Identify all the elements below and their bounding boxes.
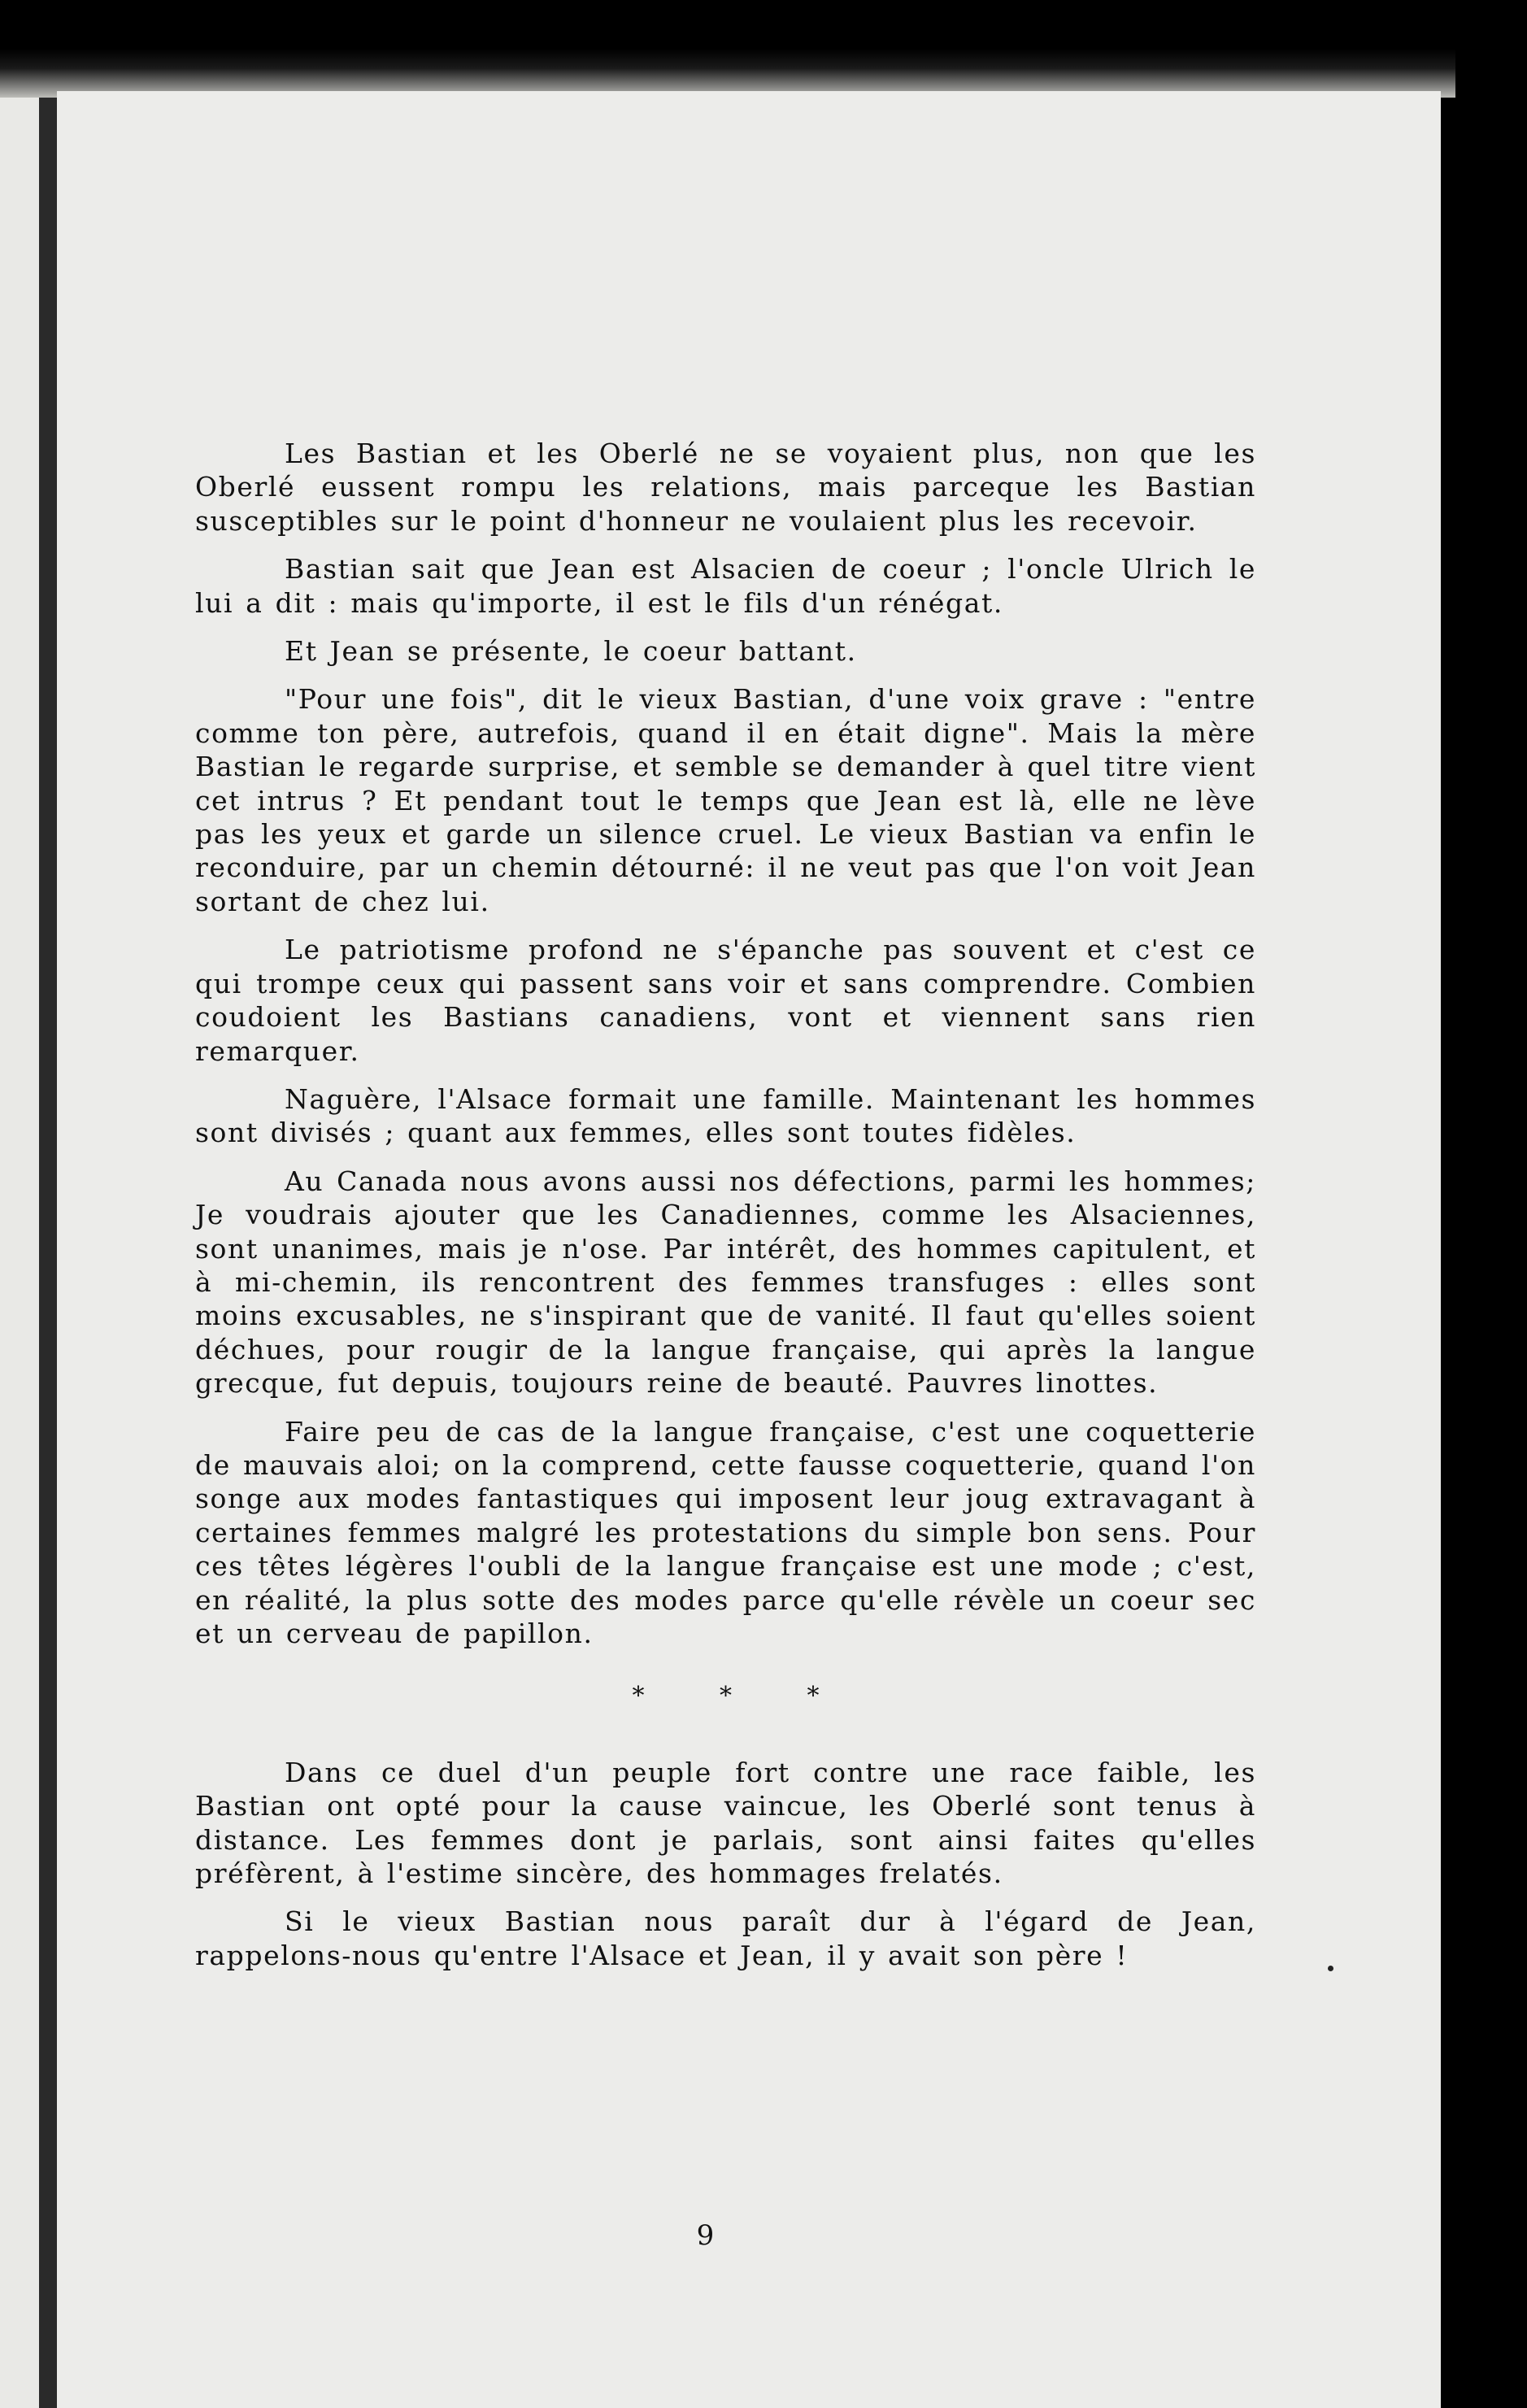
facing-page-edge (0, 98, 39, 2408)
scan-top-edge (0, 49, 1455, 98)
book-page (57, 91, 1441, 2408)
paragraph: Le patriotisme profond ne s'épanche pas souvent et c'est ce qui trompe ceux qui passent sans voir et sans comprendre. Combien coudoient les Bastians canadiens, vont et viennent sans rien remarquer. (195, 934, 1256, 1067)
paragraph: Naguère, l'Alsace formait une famille. Maintenant les hommes sont divisés ; quant aux femmes, elles sont toutes fidèles. (195, 1082, 1256, 1149)
section-separator: * * * (632, 1682, 852, 1711)
book-spine (39, 98, 57, 2408)
margin-mark (1328, 1966, 1333, 1971)
paragraph: Dans ce duel d'un peuple fort contre une race faible, les Bastian ont opté pour la cause vaincue, les Oberlé sont tenus à distance. Les femmes dont je parlais, sont ainsi faites qu'elles préfèrent, à l'estime sincère, des hommages frelatés. (195, 1756, 1256, 1890)
paragraph: Faire peu de cas de la langue française, c'est une coquetterie de mauvais aloi; on la comprend, cette fausse coquetterie, quand l'on songe aux modes fantastiques qui imposent leur joug extravagant à certaines femmes malgré les protestations du simple bon sens. Pour ces têtes légères l'oubli de la langue française est une mode ; c'est, en réalité, la plus sotte des modes parce qu'elle révèle un coeur sec et un cerveau de papillon. (195, 1415, 1256, 1649)
paragraph: Bastian sait que Jean est Alsacien de coeur ; l'oncle Ulrich le lui a dit : mais qu'importe, il est le fils d'un rénégat. (195, 553, 1256, 619)
paragraph: "Pour une fois", dit le vieux Bastian, d'une voix grave : "entre comme ton père, autrefois, quand il en était digne". Mais la mère Bastian le regarde surprise, et semble se demander à quel titre vient cet intrus ? Et pendant tout le temps que Jean est là, elle ne lève pas les yeux et garde un silence cruel. Le vieux Bastian va enfin le reconduire, par un chemin détourné: il ne veut pas que l'on voit Jean sortant de chez lui. (195, 683, 1256, 917)
paragraph: Les Bastian et les Oberlé ne se voyaient plus, non que les Oberlé eussent rompu les relations, mais parceque les Bastian susceptibles sur le point d'honneur ne voulaient plus les recevoir. (195, 438, 1256, 537)
paragraph: Au Canada nous avons aussi nos défections, parmi les hommes; Je voudrais ajouter que les Canadiennes, comme les Alsaciennes, sont unanimes, mais je n'ose. Par intérêt, des hommes capitulent, et à mi-chemin, ils rencontrent des femmes transfuges : elles sont moins excusables, ne s'inspirant que de vanité. Il faut qu'elles soient déchues, pour rougir de la langue française, qui après la langue grecque, fut depuis, toujours reine de beauté. Pauvres linottes. (195, 1165, 1256, 1400)
paragraph: Et Jean se présente, le coeur battant. (285, 635, 857, 668)
page-body (195, 437, 1256, 1987)
paragraph: Si le vieux Bastian nous paraît dur à l'égard de Jean, rappelons-nous qu'entre l'Alsace et Jean, il y avait son père ! (195, 1905, 1256, 1971)
page-number: 9 (696, 2219, 715, 2252)
